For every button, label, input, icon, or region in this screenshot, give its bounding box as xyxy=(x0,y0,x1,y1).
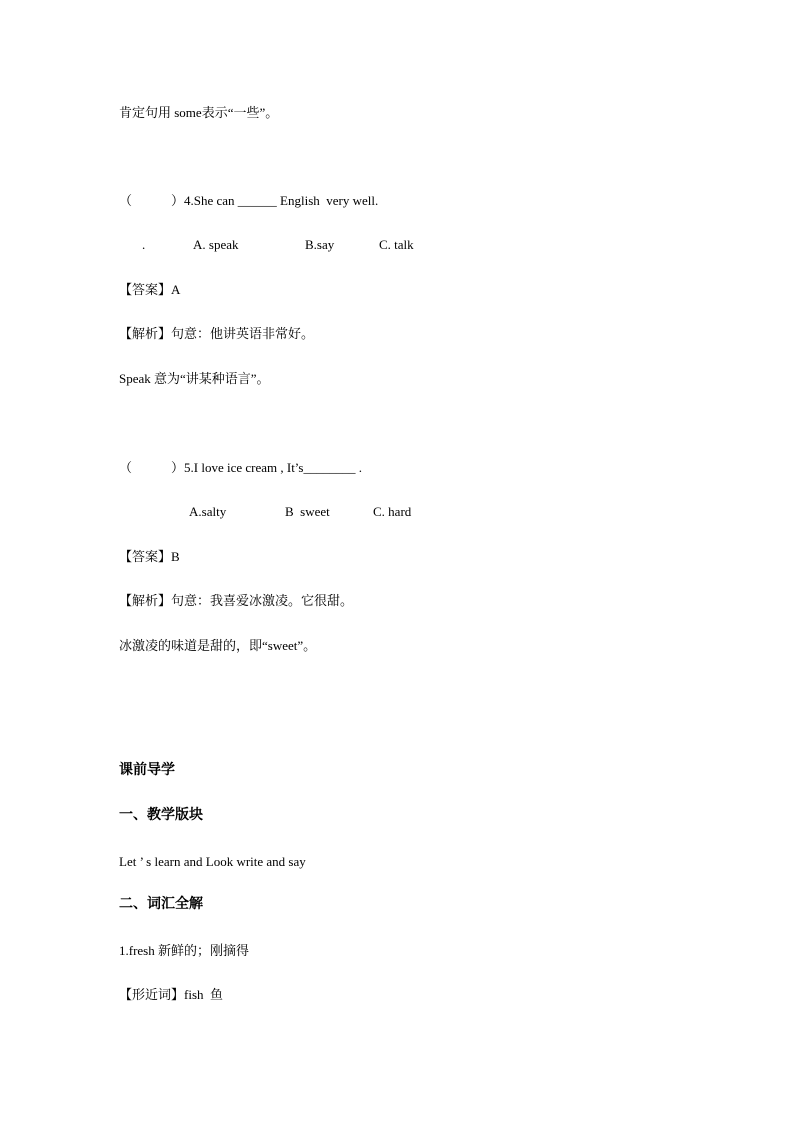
question-5-option-b: B sweet xyxy=(285,504,330,519)
question-5: （ ）5.I love ice cream , It’s________ . xyxy=(119,460,362,475)
question-4-option-c: C. talk xyxy=(379,237,414,252)
question-5-note: 冰激凌的味道是甜的，即“sweet”。 xyxy=(119,638,317,653)
question-4-option-b: B.say xyxy=(305,237,335,252)
question-5-analysis: 【解析】句意：我喜爱冰激凌。它很甜。 xyxy=(119,593,354,608)
vocab-similar-word: 【形近词】fish 鱼 xyxy=(119,987,224,1002)
vocab-item-fresh: 1.fresh 新鲜的；刚摘得 xyxy=(119,943,249,958)
question-4-answer: 【答案】A xyxy=(119,282,181,297)
question-4: （ ）4.She can ______ English very well. xyxy=(119,193,379,208)
question-4-dot: . xyxy=(142,237,146,252)
heading-vocabulary: 二、词汇全解 xyxy=(119,897,203,912)
question-4-option-a: A. speak xyxy=(193,237,239,252)
question-5-answer: 【答案】B xyxy=(119,549,180,564)
question-4-analysis: 【解析】句意：他讲英语非常好。 xyxy=(119,326,315,341)
question-4-note: Speak 意为“讲某种语言”。 xyxy=(119,371,270,386)
section-1-text: Let ’ s learn and Look write and say xyxy=(119,854,306,869)
question-5-option-c: C. hard xyxy=(373,504,412,519)
note-some-usage: 肯定句用 some表示“一些”。 xyxy=(119,105,279,120)
heading-preview: 课前导学 xyxy=(119,763,175,778)
heading-teaching-section: 一、教学版块 xyxy=(119,808,203,823)
question-5-option-a: A.salty xyxy=(189,504,227,519)
